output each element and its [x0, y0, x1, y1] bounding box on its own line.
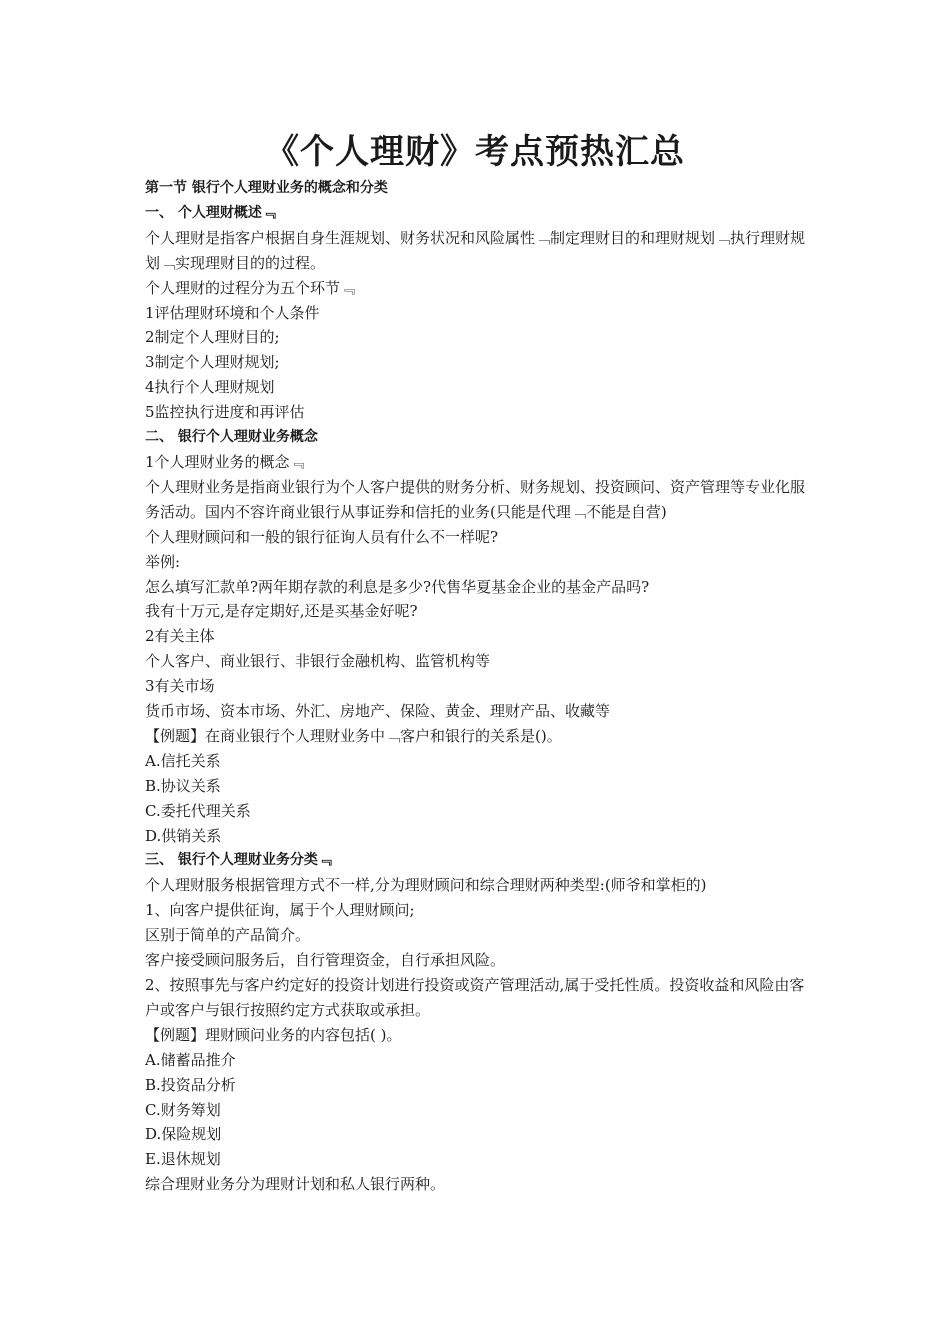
- paragraph-line: 个人客户、商业银行、非银行金融机构、监管机构等: [145, 652, 491, 671]
- document-body: [145, 176, 805, 1197]
- paragraph-line: 货币市场、资本市场、外汇、房地产、保险、黄金、理财产品、收藏等: [145, 702, 611, 721]
- paragraph-line: 3制定个人理财规划;: [145, 353, 280, 372]
- paragraph-line: 2制定个人理财目的;: [145, 328, 280, 347]
- section-heading: 一、 个人理财概述﹃: [145, 204, 276, 221]
- paragraph-line: 1评估理财环境和个人条件: [145, 303, 320, 322]
- paragraph-line: 我有十万元,是存定期好,还是买基金好呢?: [145, 602, 418, 621]
- paragraph-line: 怎么填写汇款单?两年期存款的利息是多少?代售华夏基金企业的基金产品吗?: [145, 577, 650, 596]
- paragraph-line: C.委托代理关系: [145, 801, 251, 820]
- paragraph-line: E.退休规划: [145, 1150, 221, 1169]
- paragraph-line: 【例题】理财顾问业务的内容包括( )。: [145, 1025, 402, 1044]
- paragraph-line: 客户接受顾问服务后，自行管理资金，自行承担风险。: [145, 951, 506, 970]
- document-title: 《个人理财》考点预热汇总: [265, 132, 685, 172]
- paragraph-line: D.保险规划: [145, 1125, 222, 1144]
- section-heading: 第一节 银行个人理财业务的概念和分类: [145, 180, 388, 196]
- paragraph-line: 【例题】在商业银行个人理财业务中﹁客户和银行的关系是()。: [145, 726, 562, 745]
- paragraph-line: 1个人理财业务的概念﹃: [145, 452, 305, 471]
- paragraph-line: 2有关主体: [145, 627, 215, 646]
- paragraph-line: D.供销关系: [145, 826, 222, 845]
- paragraph-line: B.协议关系: [145, 776, 221, 795]
- paragraph-line: B.投资品分析: [145, 1075, 236, 1094]
- paragraph-line: 4执行个人理财规划: [145, 378, 275, 397]
- paragraph-line: 5监控执行进度和再评估: [145, 403, 305, 422]
- paragraph-line: 1、向客户提供征询，属于个人理财顾问;: [145, 901, 415, 920]
- paragraph-line: 个人理财是指客户根据自身生涯规划、财务状况和风险属性﹁制定理财目的和理财规划﹁执行理财规划﹁实现理财目的的过程。: [145, 228, 806, 272]
- paragraph-line: A.信托关系: [145, 751, 221, 770]
- paragraph-line: 个人理财顾问和一般的银行征询人员有什么不一样呢?: [145, 527, 499, 546]
- paragraph-line: C.财务筹划: [145, 1100, 221, 1119]
- paragraph-line: A.储蓄品推介: [145, 1050, 236, 1069]
- paragraph-line: 个人理财的过程分为五个环节﹃: [145, 278, 356, 297]
- paragraph-line: 3有关市场: [145, 677, 215, 696]
- paragraph-line: 区别于简单的产品简介。: [145, 926, 311, 945]
- paragraph-line: 举例:: [145, 552, 181, 571]
- paragraph-line: 个人理财服务根据管理方式不一样,分为理财顾问和综合理财两种类型:(师爷和掌柜的): [145, 876, 707, 895]
- paragraph-line: 2、按照事先与客户约定好的投资计划进行投资或资产管理活动,属于受托性质。投资收益和风险由客户或客户与银行按照约定方式获取或承担。: [145, 976, 805, 1019]
- paragraph-line: 综合理财业务分为理财计划和私人银行两种。: [145, 1175, 446, 1194]
- paragraph-line: 个人理财业务是指商业银行为个人客户提供的财务分析、财务规划、投资顾问、资产管理等专业化服务活动。国内不容许商业银行从事证券和信托的业务(只能是代理﹁不能是自营): [145, 477, 806, 521]
- section-heading: 二、 银行个人理财业务概念: [145, 429, 318, 446]
- section-heading: 三、 银行个人理财业务分类﹃: [145, 852, 332, 869]
